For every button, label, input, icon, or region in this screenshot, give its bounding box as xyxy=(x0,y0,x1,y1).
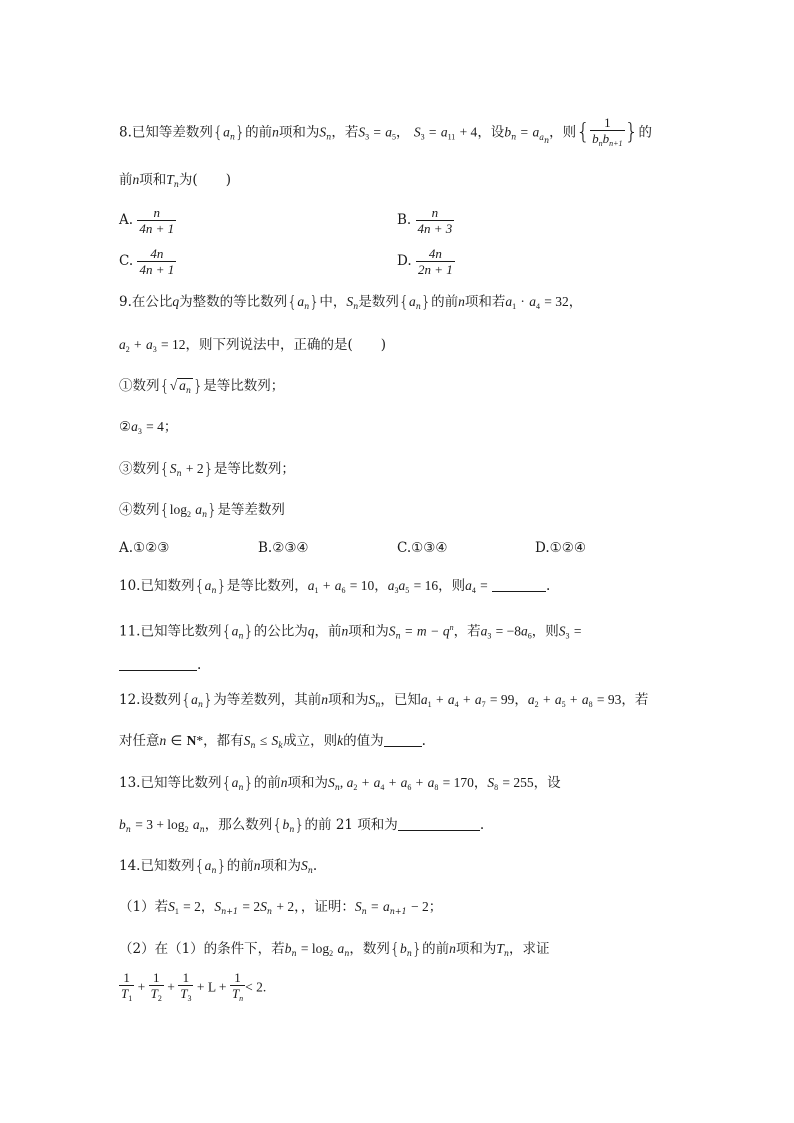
text: ，都有 xyxy=(203,733,244,749)
answer-blank xyxy=(398,816,480,831)
q9-statement-4: ④数列{$\log_2$ $a_n$}是等差数列 xyxy=(119,500,285,519)
text: 的前 xyxy=(431,294,459,310)
text: 的前 xyxy=(422,941,450,957)
text: . xyxy=(479,817,485,833)
text: . xyxy=(312,858,318,874)
q13-line2: $b_n = 3 + \log_2 a_n$，那么数列$\{b_n\}$的前 21 项和为 . xyxy=(119,815,485,834)
q12-line1: 12.设数列$\{a_n\}$为等差数列，其前n项和为$S_n$，已知$a_1 + a_4 + a_7 = 99$，$a_2 + a_5 + a_8 = 93$，若 xyxy=(119,690,649,709)
text: ，证明： xyxy=(300,899,355,915)
text: 4n + 1 xyxy=(139,262,175,277)
q9-statement-2: $②a_3 = 4$； xyxy=(119,419,178,436)
q11-line1: 11.已知等比数列$\{a_n\}$的公比为q，前n项和为$S_n = m - q^n$，若$a_3 = -8a_6$，则$S_3$ = xyxy=(119,621,582,641)
text: = 10 xyxy=(349,578,375,593)
text: n xyxy=(431,205,439,220)
text: 的前 xyxy=(245,124,273,141)
text: 的公比为 xyxy=(253,623,308,640)
text: = 16 xyxy=(413,578,439,593)
text: （1）若 xyxy=(119,899,169,915)
text: B.②③④ xyxy=(258,540,309,556)
answer-blank xyxy=(492,577,546,592)
text: A. xyxy=(119,212,134,228)
text: < 2. xyxy=(245,979,267,995)
text: = 99 xyxy=(489,692,515,707)
text: = 170 xyxy=(442,775,474,790)
text: 4n + 3 xyxy=(417,221,453,236)
text: 已知等比数列 xyxy=(140,623,222,640)
text: ③数列 xyxy=(119,461,160,477)
text: C.①③④ xyxy=(397,540,448,556)
text: ，设 xyxy=(533,775,561,791)
text: 对任意 xyxy=(119,733,160,749)
text: ，数列 xyxy=(349,941,390,957)
q9-statement-1: ①数列{√ $a_n$ }是等比数列； xyxy=(119,376,284,398)
text: 的值为 xyxy=(343,733,384,749)
q13-number: 13. xyxy=(119,775,141,791)
text: ①数列 xyxy=(119,378,160,394)
text: 为( xyxy=(178,172,198,188)
text: 4n xyxy=(428,246,442,261)
text: = 255 xyxy=(502,775,534,790)
text: ) xyxy=(380,337,387,353)
text: 是等比数列， xyxy=(226,578,308,594)
text: ，若 xyxy=(621,692,649,708)
text: ，设 xyxy=(477,124,505,141)
q13-line1: 13.已知等比数列$\{a_n\}$的前n项和为$S_n$, $a_2 + a_4 + a_6 + a_8 = 170$，$S_8 = 255$，设 xyxy=(119,773,561,792)
text: B. xyxy=(397,212,412,228)
text: 是数列 xyxy=(358,294,399,310)
text: ，已知 xyxy=(380,692,421,708)
text: 项和若 xyxy=(464,294,506,310)
text: 4n + 1 xyxy=(139,221,175,236)
text: 项和为 xyxy=(260,858,302,874)
text: 已知数列 xyxy=(140,578,195,594)
q8-option-b xyxy=(397,205,454,236)
q9-statement-3: ③数列$\{S_n + 2\}$是等比数列； xyxy=(119,459,295,478)
text: 项和为 xyxy=(328,692,369,708)
text: 项和为 xyxy=(287,775,329,791)
text: 已知等差数列 xyxy=(131,124,213,141)
text: ，则下列说法中，正确的是( xyxy=(185,337,353,353)
q8-number: 8. xyxy=(119,124,132,141)
text: ； xyxy=(163,419,178,435)
text: 前 xyxy=(119,172,133,188)
q14-line1: 14.已知数列$\{a_n\}$的前n项和为$S_n$. xyxy=(119,856,318,875)
q12-line2: 对任意n ∈ N*，都有$S_n \le S_k$成立，则k的值为 . xyxy=(119,733,426,750)
text: ，则 xyxy=(531,623,559,640)
text: . xyxy=(197,657,202,673)
q8-option-c xyxy=(119,246,176,277)
q14-number: 14. xyxy=(119,858,141,874)
text: C. xyxy=(119,253,134,269)
text: 4n xyxy=(150,246,164,261)
q14-inequality: $\frac{1}{T_1}$ + $\frac{1}{T_2}$ + $\frac{1}{T_3}$ + L + $\frac{1}{T_n}$ < 2. xyxy=(119,970,266,1006)
text: ， xyxy=(396,124,410,141)
q10-number: 10. xyxy=(119,578,141,594)
text: D.①②④ xyxy=(535,540,586,556)
text: 项和为 xyxy=(348,623,389,640)
answer-blank xyxy=(384,732,422,747)
q9-number: 9. xyxy=(119,294,132,310)
text: 是等差数列 xyxy=(217,502,285,518)
q9-option-a xyxy=(119,540,169,556)
q8-line2: 前n项和$T_n$为( ) xyxy=(119,172,231,189)
text: 中， xyxy=(319,294,347,310)
q8-option-a xyxy=(119,205,176,236)
text: ) xyxy=(225,172,231,188)
text: ，求证 xyxy=(509,941,550,957)
q8-option-d xyxy=(397,246,455,277)
text: ，若 xyxy=(453,623,481,640)
text: . xyxy=(546,578,551,594)
text: D. xyxy=(397,253,412,269)
text: = 32 xyxy=(544,294,569,309)
text: ， xyxy=(200,899,215,915)
q9-option-d xyxy=(535,540,586,556)
text: （2）在（1）的条件下，若 xyxy=(119,941,285,957)
q9-line1: 9.在公比q为整数的等比数列$\{a_n\}$中，$S_n$是数列$\{a_n\}$的前n项和若$a_1 \cdot a_4 = 32$， xyxy=(119,292,583,311)
text: ，那么数列 xyxy=(204,817,273,833)
text: 项和 xyxy=(139,172,167,188)
text: ④数列 xyxy=(119,502,160,518)
text: . xyxy=(421,733,426,749)
text: 项和为 xyxy=(278,124,320,141)
text: 的前 xyxy=(226,858,254,874)
text: = 4 xyxy=(146,419,164,434)
q14-part-1: （1）若$S_1 = 2$，$S_{n+1} = 2S_n + 2$，，证明：$S_n = a_{n+1} - 2$； xyxy=(119,899,443,916)
text: ，则 xyxy=(438,578,466,594)
q14-part-2: （2）在（1）的条件下，若$b_n = \log_2 a_n$，数列$\{b_n\}$的前n项和为$T_n$，求证 xyxy=(119,939,550,958)
text: 已知数列 xyxy=(140,858,195,874)
text: 成立，则 xyxy=(283,733,338,749)
q11-number: 11. xyxy=(119,623,141,640)
text: ，前 xyxy=(314,623,342,640)
text: 是等比数列； xyxy=(213,461,295,477)
text: 是等比数列； xyxy=(203,378,285,394)
text: 的前 xyxy=(253,775,281,791)
text: ，则 xyxy=(549,124,577,141)
text: ② xyxy=(119,419,132,435)
text: = 93 xyxy=(596,692,622,707)
text: ，若 xyxy=(331,124,359,141)
text: 在公比 xyxy=(131,294,173,310)
q12-number: 12. xyxy=(119,692,141,708)
text: 为等差数列，其前 xyxy=(213,692,322,708)
text: 已知等比数列 xyxy=(140,775,222,791)
text: 项和为 xyxy=(455,941,497,957)
text: 2n + 1 xyxy=(417,262,453,277)
q11-line2 xyxy=(119,655,201,675)
text: 为整数的等比数列 xyxy=(179,294,288,310)
q10-line1: 10.已知数列$\{a_n\}$是等比数列，$a_1 + a_6 = 10$，$a_3a_5 = 16$，则$a_4$ = . xyxy=(119,576,551,595)
q8-line1: 8.已知等差数列$\{a_n\}$的前n项和为$S_n$，若$S_3 = a_5$， $S_3 = a_{11} + 4$，设$b_n = a_{a_n}$，则{ $\frac{1}{b_nb_{n+1}}$ }的 xyxy=(119,115,652,151)
answer-blank xyxy=(119,656,197,671)
q9-option-c xyxy=(397,540,447,556)
text: 设数列 xyxy=(140,692,181,708)
text: A.①②③ xyxy=(119,540,170,556)
text: 的 xyxy=(638,124,653,141)
text: ； xyxy=(428,899,443,915)
q9-line2: $a_2 + a_3 = 12$，则下列说法中，正确的是( ) xyxy=(119,337,387,354)
q9-option-b xyxy=(258,540,309,556)
text: 的前 21 项和为 xyxy=(304,817,398,833)
text: n xyxy=(153,205,160,220)
